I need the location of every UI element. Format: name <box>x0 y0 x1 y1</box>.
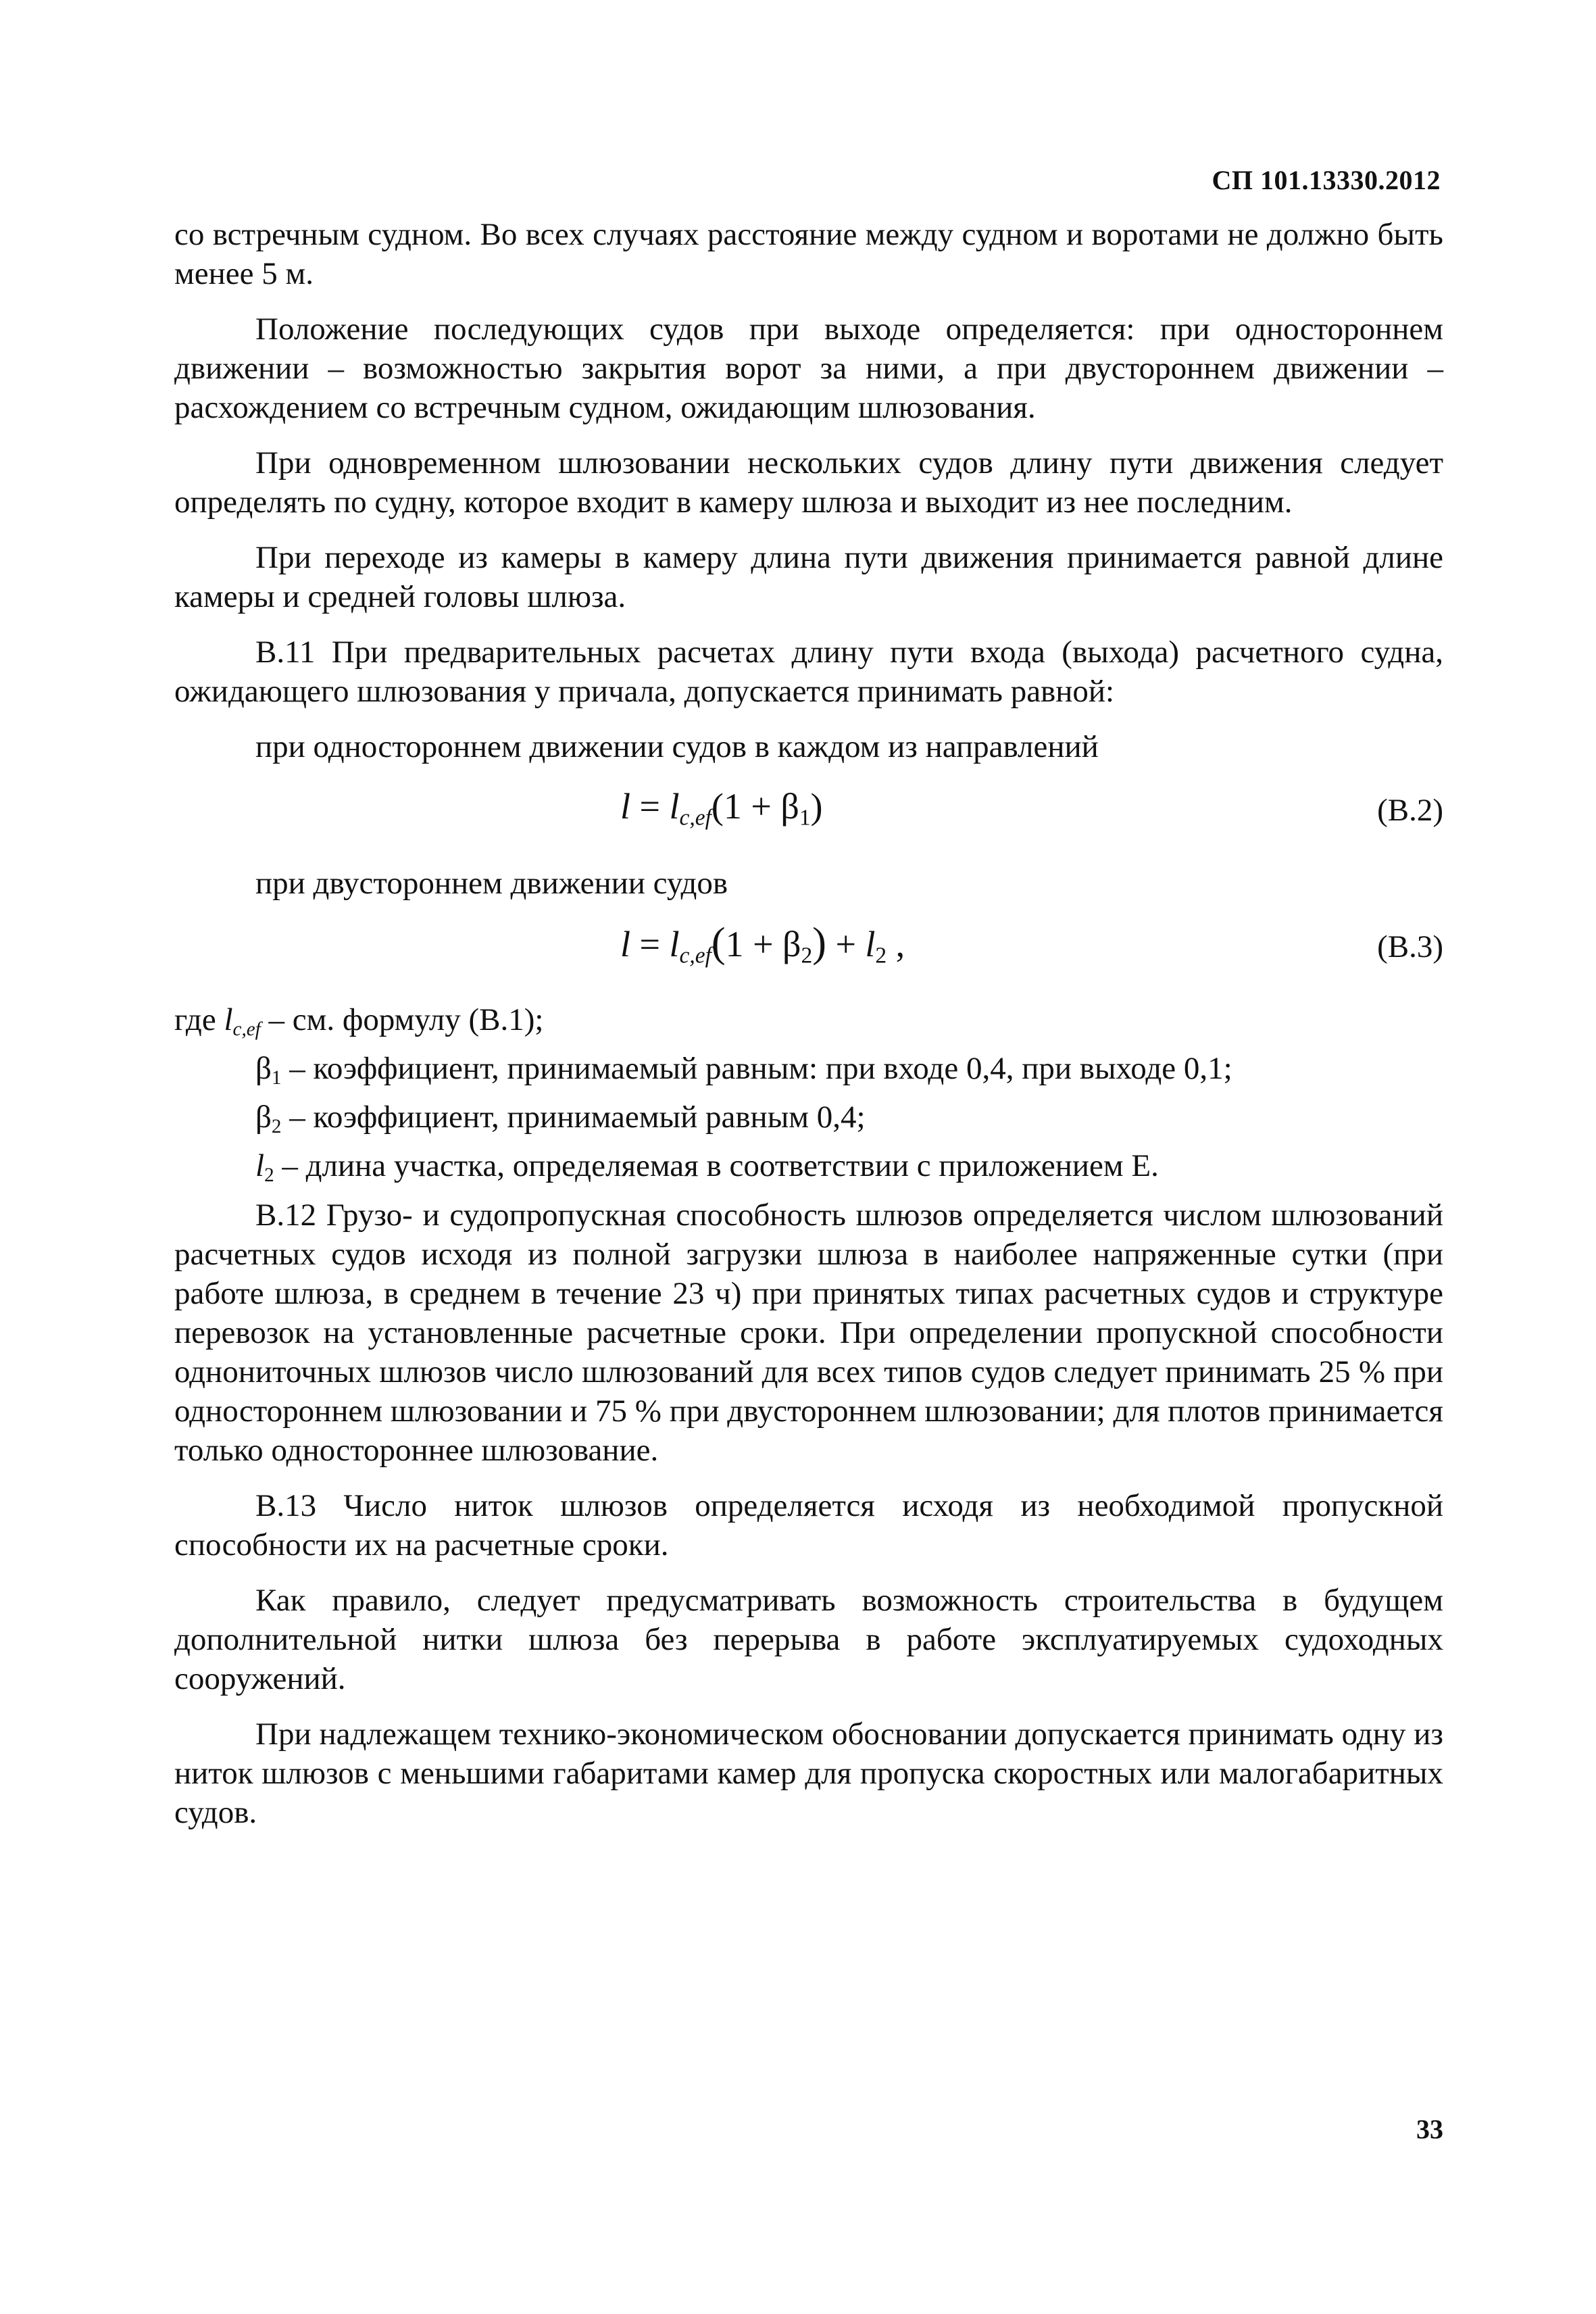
paragraph: Положение последующих судов при выходе определяется: при одностороннем движении – возможностью закрытия ворот за ними, а при двустороннем движении – расхождением со встречным судном, ожидающим шлюзования. <box>174 312 1443 425</box>
formula-number: (В.3) <box>1377 929 1443 964</box>
paragraph: При переходе из камеры в камеру длина пути движения принимается равной длине камеры и средней головы шлюза. <box>174 540 1443 614</box>
clause-b11: В.11 При предварительных расчетах длину пути входа (выхода) расчетного судна, ожидающего шлюзования у причала, допускается принимать равной: <box>174 635 1443 709</box>
formula-b2 <box>174 766 1443 847</box>
formula-expression: $l = l_{c,ef}(1 + \beta 1)$ <box>620 786 823 831</box>
document-code: СП 101.13330.2012 <box>1212 165 1441 195</box>
paragraph: со встречным судном. Во всех случаях расстояние между судном и воротами не должно быть менее 5 м. <box>174 217 1443 291</box>
definition-l2: l2 – длина участка, определяемая в соответствии с приложением Е. <box>255 1148 1159 1187</box>
formula-expression: $l = l_{c,ef}(1 + \beta 2) + l2$ , <box>620 920 905 968</box>
paragraph: При одновременном шлюзовании нескольких судов длину пути движения следует определять по судну, которое входит в камеру шлюза и выходит из нее последним. <box>174 445 1443 520</box>
formula-b3 <box>174 903 1443 984</box>
definition-text: – коэффициент, принимаемый равным: при входе 0,4, при выходе 0,1; <box>289 1051 1232 1087</box>
paragraph: Как правило, следует предусматривать возможность строительства в будущем дополнительной нитки шлюза без перерыва в работе эксплуатируемых судоходных сооружений. <box>174 1582 1443 1696</box>
paragraph: При надлежащем технико-экономическом обосновании допускается принимать одну из ниток шлюзов с меньшими габаритами камер для пропуска скоростных или малогабаритных судов. <box>174 1716 1443 1830</box>
definition-text: – коэффициент, принимаемый равным 0,4; <box>289 1100 866 1135</box>
definition-beta1: β1 – коэффициент, принимаемый равным: при входе 0,4, при выходе 0,1; <box>255 1051 1232 1089</box>
definition-text: – длина участка, определяемая в соответствии с приложением Е. <box>282 1148 1159 1184</box>
paragraph: при двустороннем движении судов <box>255 866 728 901</box>
clause-b12: В.12 Грузо- и судопропускная способность шлюзов определяется числом шлюзований расчетных судов исходя из полной загрузки шлюза в наиболее напряженные сутки (при работе шлюза, в среднем в течение 23 ч) при принятых типах расчетных судов и структуре перевозок на установленные расчетные сроки. При определении пропускной способности однониточных шлюзов число шлюзований для всех типов судов следует принимать 25 % при одностороннем шлюзовании и 75 % при двустороннем шлюзовании; для плотов принимается только одностороннее шлюзование. <box>174 1197 1443 1468</box>
definition-beta2: β2 – коэффициент, принимаемый равным 0,4; <box>255 1100 866 1138</box>
page-number: 33 <box>1416 2114 1443 2144</box>
formula-number: (В.2) <box>1377 793 1443 828</box>
page-body <box>174 215 1443 1832</box>
definition-prefix: где <box>174 1002 216 1037</box>
definition-text: – см. формулу (В.1); <box>268 1002 544 1037</box>
paragraph: при одностороннем движении судов в каждом из направлений <box>255 729 1099 764</box>
definition-lcef: где $l_{c,ef}$ – см. формулу (В.1); <box>174 1002 544 1041</box>
clause-b13: В.13 Число ниток шлюзов определяется исходя из необходимой пропускной способности их на расчетные сроки. <box>174 1487 1443 1562</box>
